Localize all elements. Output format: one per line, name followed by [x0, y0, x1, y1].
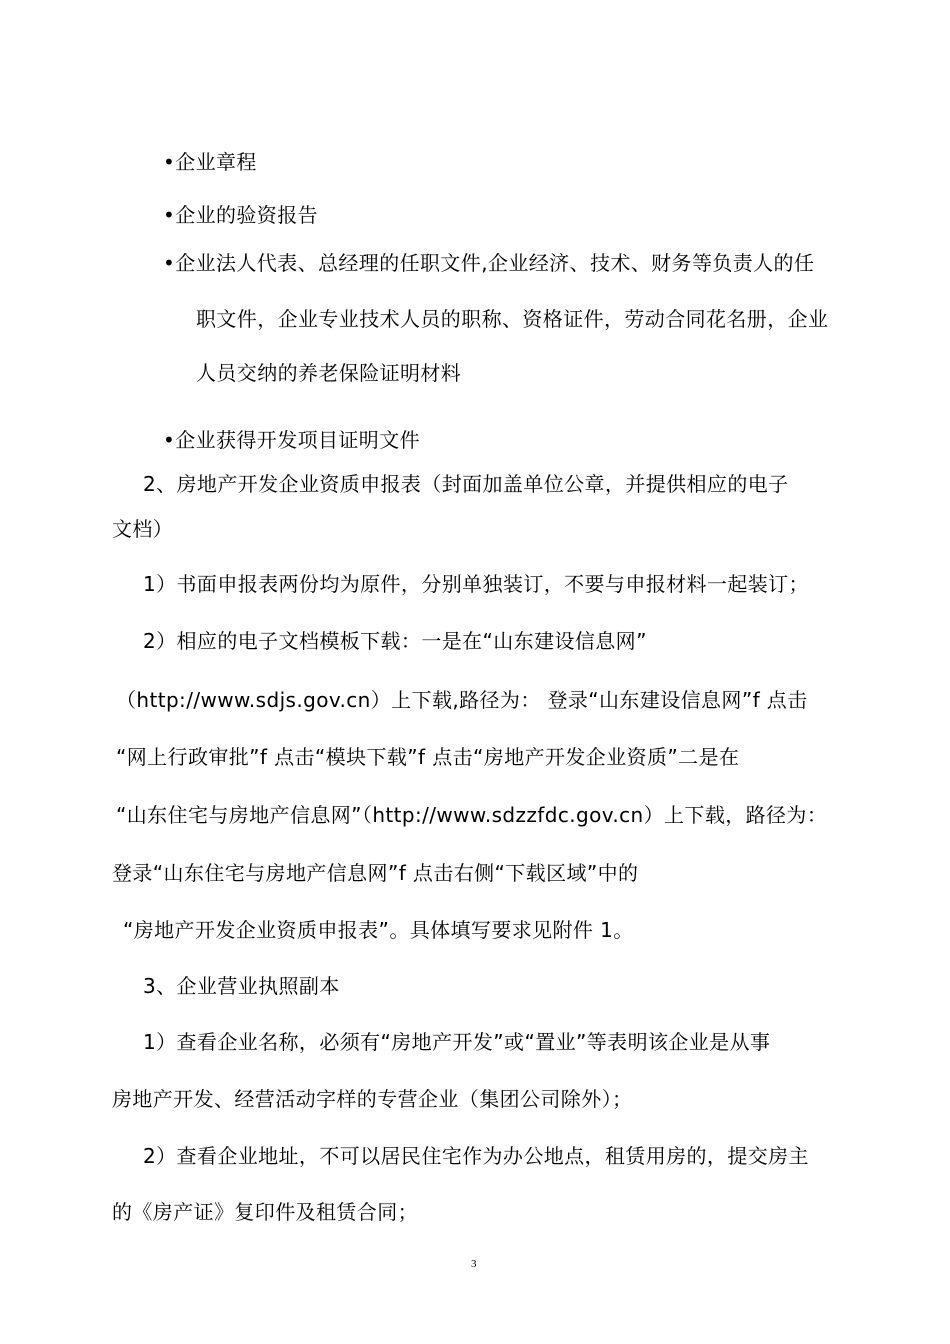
section-2-heading: 2、房地产开发企业资质申报表（封面加盖单位公章，并提供相应的电子	[143, 472, 789, 496]
section-2-item-2-line: “房地产开发企业资质申报表”。具体填写要求见附件 1。	[123, 918, 634, 942]
section-2-item-1: 1）书面申报表两份均为原件，分别单独装订，不要与申报材料一起装订；	[143, 572, 809, 596]
section-2-item-2-line: “山东住宅与房地产信息网”（http://www.sdzzfdc.gov.cn）上下载，路径为：	[116, 803, 828, 827]
bullet-continuation: 人员交纳的养老保险证明材料	[196, 361, 462, 385]
section-3-item-2: 2）查看企业地址，不可以居民住宅作为办公地点，租赁用房的，提交房主	[143, 1144, 809, 1168]
bullet-item: •企业章程	[163, 150, 257, 174]
bullet-continuation: 职文件，企业专业技术人员的职称、资格证件，劳动合同花名册，企业	[196, 307, 829, 331]
page-number: 3	[471, 1258, 477, 1270]
section-2-item-2-line: 登录“山东住宅与房地产信息网”f 点击右侧“下载区域”中的	[112, 861, 639, 885]
section-2-item-2-line: “网上行政审批”f 点击“模块下载”f 点击“房地产开发企业资质”二是在	[116, 745, 740, 769]
section-2-heading-cont: 文档）	[112, 517, 174, 541]
section-3-heading: 3、企业营业执照副本	[143, 974, 340, 998]
section-2-item-2: 2）相应的电子文档模板下载：一是在“山东建设信息网”	[143, 629, 647, 653]
bullet-item: •企业的验资报告	[163, 203, 318, 227]
section-3-item-1-line: 房地产开发、经营活动字样的专营企业（集团公司除外）；	[112, 1087, 633, 1111]
section-3-item-2-line: 的《房产证》复印件及租赁合同；	[112, 1200, 418, 1224]
bullet-item: •企业获得开发项目证明文件	[163, 428, 420, 452]
section-3-item-1: 1）查看企业名称，必须有“房地产开发”或“置业”等表明该企业是从事	[143, 1030, 771, 1054]
bullet-item: •企业法人代表、总经理的任职文件,企业经济、技术、财务等负责人的任	[163, 251, 815, 275]
section-2-item-2-line: （http://www.sdjs.gov.cn）上下载,路径为： 登录“山东建设信息网”f 点击	[116, 688, 808, 712]
